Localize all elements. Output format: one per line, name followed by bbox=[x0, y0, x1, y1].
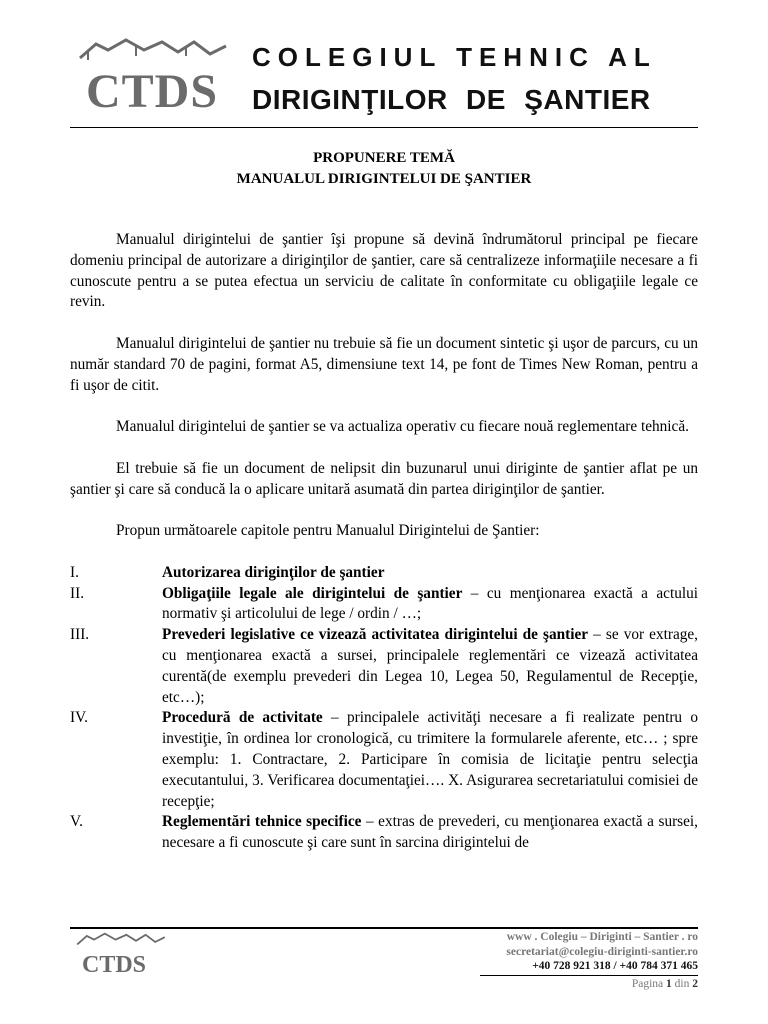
phone-numbers: +40 728 921 318 / +40 784 371 465 bbox=[532, 960, 698, 972]
chapter-description: – extras de prevederi, cu menţionarea exactă a sursei, necesare a fi cunoscute şi care sunt în sarcina dirigintelui de bbox=[162, 813, 698, 852]
chapter-description: – se vor extrage, cu menţionarea exactă a sursei, principalele reglementări ce vizează activitatea curentă(de exemplu prevederi din Legea 10, Legea 50, Regulamentul de Recepţie, etc…); bbox=[162, 626, 698, 706]
chapter-item bbox=[70, 584, 698, 626]
college-name-line1: COLEGIUL TEHNIC AL bbox=[252, 42, 657, 72]
email-link[interactable]: secretariat@colegiu-diriginti-santier.ro bbox=[506, 945, 698, 958]
document-body bbox=[70, 230, 698, 854]
chapters-intro: Propun următoarele capitole pentru Manualul Dirigintelui de Şantier: bbox=[116, 522, 540, 540]
footer-divider bbox=[70, 927, 698, 929]
college-name-line2: DIRIGINŢILOR DE ŞANTIER bbox=[252, 84, 651, 115]
footer-contact bbox=[506, 930, 698, 974]
chapter-number: II. bbox=[70, 584, 85, 602]
header-divider bbox=[70, 127, 698, 128]
footer-roof-logo-icon bbox=[76, 931, 166, 947]
ctds-logo: CTDS bbox=[86, 65, 219, 118]
title-line2: MANUALUL DIRIGINTELUI DE ŞANTIER bbox=[236, 171, 532, 187]
chapter-number: III. bbox=[70, 626, 90, 644]
chapter-heading: Prevederi legislative ce vizează activitatea dirigintelui de şantier bbox=[162, 626, 589, 644]
chapter-item bbox=[70, 812, 698, 854]
chapter-number: V. bbox=[70, 813, 83, 831]
paragraph: Manualul dirigintelui de şantier îşi propune să devină îndrumătorul principal pe fiecare domeniu principal de autorizare a diriginţilor de şantier, care să centralizeze informaţiile necesare a fi cunoscute pentru a se putea efectua un serviciu de calitate în conformitate cu obligaţiile legale ce revin. bbox=[70, 231, 698, 311]
chapter-number: IV. bbox=[70, 709, 88, 727]
title-line1: PROPUNERE TEMĂ bbox=[313, 150, 455, 166]
chapter-heading: Procedură de activitate bbox=[162, 709, 323, 727]
chapter-heading: Obligaţiile legale ale dirigintelui de şantier bbox=[162, 584, 463, 602]
page-number-divider bbox=[480, 975, 698, 976]
chapter-item bbox=[70, 625, 698, 708]
chapter-description: – principalele activităţi necesare a fi realizate pentru o investiţie, în ordinea lor cronologică, cu trimitere la formularele aferente, etc… ; spre exemplu: 1. Contractare, 2. Participare în comisia de licitaţie pentru selecţia executantului, 3. Verificarea documentaţiei…. X. Asigurarea secretariatului comisiei de recepţie; bbox=[162, 709, 699, 810]
chapter-heading: Autorizarea diriginţilor de şantier bbox=[162, 563, 385, 581]
page-number: Pagina 1 din 2 bbox=[631, 978, 698, 990]
chapter-item bbox=[70, 563, 698, 584]
chapter-list bbox=[70, 563, 698, 854]
roof-logo-icon bbox=[78, 36, 228, 62]
document-title bbox=[70, 148, 698, 190]
chapter-number: I. bbox=[70, 563, 79, 581]
paragraph: El trebuie să fie un document de nelipsit din buzunarul unui diriginte de şantier aflat pe un şantier şi care să conducă la o aplicare unitară asumată din partea diriginţilor de şantier. bbox=[70, 459, 698, 498]
chapter-item bbox=[70, 708, 698, 812]
letterhead bbox=[70, 28, 698, 126]
footer-ctds-logo: CTDS bbox=[82, 952, 147, 978]
chapter-description: – cu menţionarea exactă a actului normativ şi articolului de lege / ordin / …; bbox=[162, 584, 698, 623]
paragraph: Manualul dirigintelui de şantier se va actualiza operativ cu fiecare nouă reglementare tehnică. bbox=[116, 418, 689, 436]
chapter-heading: Reglementări tehnice specifice bbox=[162, 813, 362, 831]
website-link[interactable]: www . Colegiu – Diriginti – Santier . ro bbox=[506, 931, 698, 943]
paragraph: Manualul dirigintelui de şantier nu trebuie să fie un document sintetic şi uşor de parcurs, cu un număr standard 70 de pagini, format A5, dimensiune text 14, pe font de Times New Roman, pentru a fi uşor de citit. bbox=[70, 334, 698, 394]
